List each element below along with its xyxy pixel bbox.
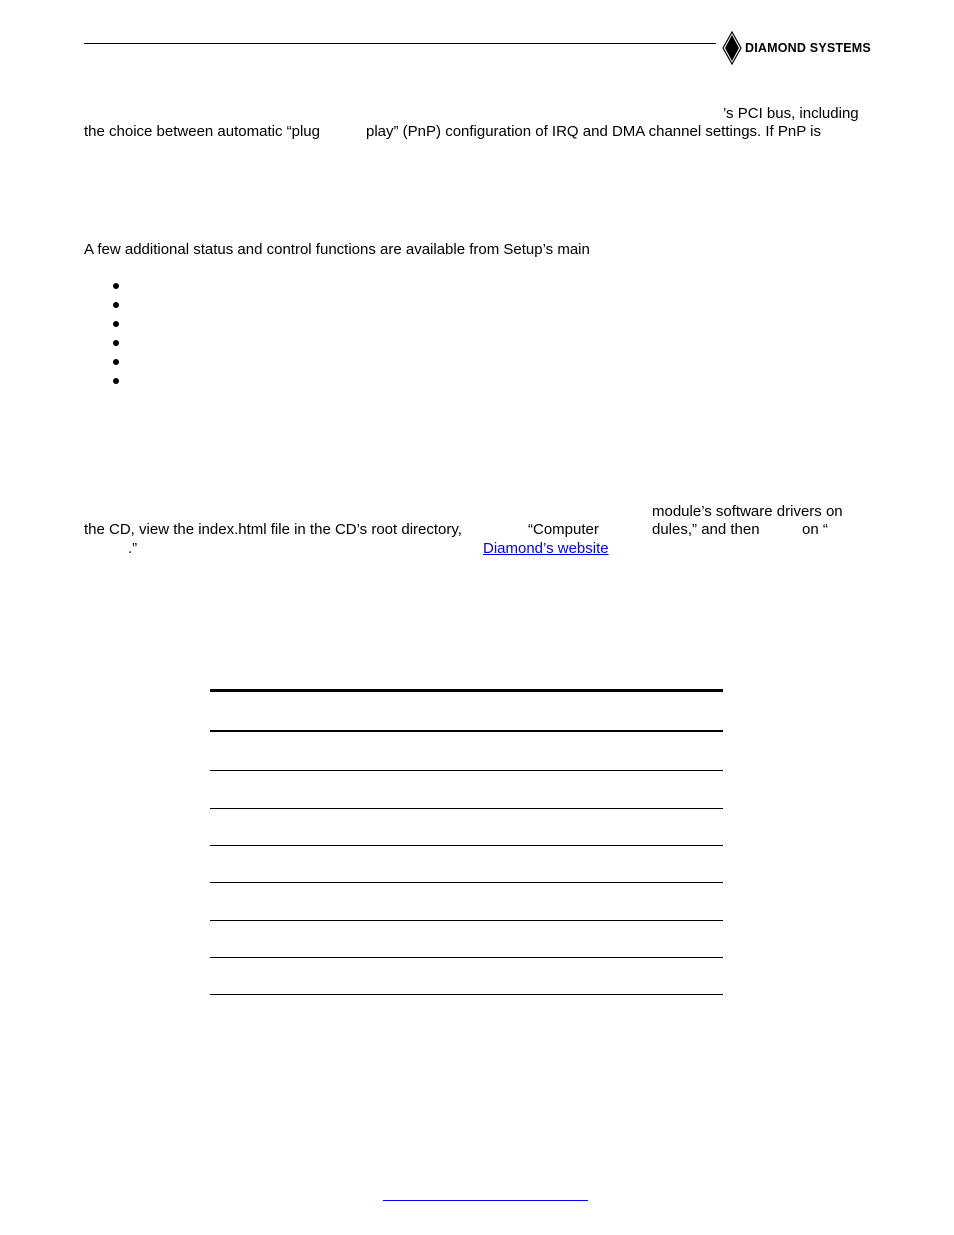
brand-name: DIAMOND SYSTEMS [745, 41, 871, 55]
header-rule [84, 43, 716, 44]
bullet-6 [112, 377, 120, 385]
paragraph3-line2c: dules,” and then [652, 521, 760, 538]
footer-link[interactable] [383, 1200, 588, 1201]
table-row [210, 957, 723, 958]
paragraph1-line2a: the choice between automatic “plug [84, 123, 320, 140]
bullet-5 [112, 358, 120, 366]
paragraph3-line1: module’s software drivers on [652, 503, 843, 520]
table-header-rule [210, 730, 723, 732]
paragraph1-line2b: play” (PnP) configuration of IRQ and DMA channel settings. If PnP is [366, 123, 821, 140]
table-row [210, 882, 723, 883]
table-row [210, 808, 723, 809]
paragraph3-line2a: the CD, view the index.html file in the CD’s root directory, [84, 521, 462, 538]
diamond-systems-logo [722, 31, 871, 65]
table-row [210, 920, 723, 921]
bullet-1 [112, 282, 120, 290]
paragraph3-line2d: on “ [802, 521, 828, 538]
bullet-4 [112, 339, 120, 347]
diamond-website-link[interactable]: Diamond’s website [483, 540, 609, 557]
bullet-2 [112, 301, 120, 309]
table-row [210, 845, 723, 846]
paragraph1-line1: ’s PCI bus, including [723, 105, 859, 122]
bullet-3 [112, 320, 120, 328]
paragraph2-line1: A few additional status and control functions are available from Setup’s main [84, 241, 590, 258]
diamond-logo-icon [722, 31, 742, 65]
table-row [210, 770, 723, 771]
paragraph3-line3a: .” [128, 540, 138, 557]
table-top-rule [210, 689, 723, 692]
paragraph3-line2b: “Computer [528, 521, 599, 538]
table-bottom-rule [210, 994, 723, 995]
